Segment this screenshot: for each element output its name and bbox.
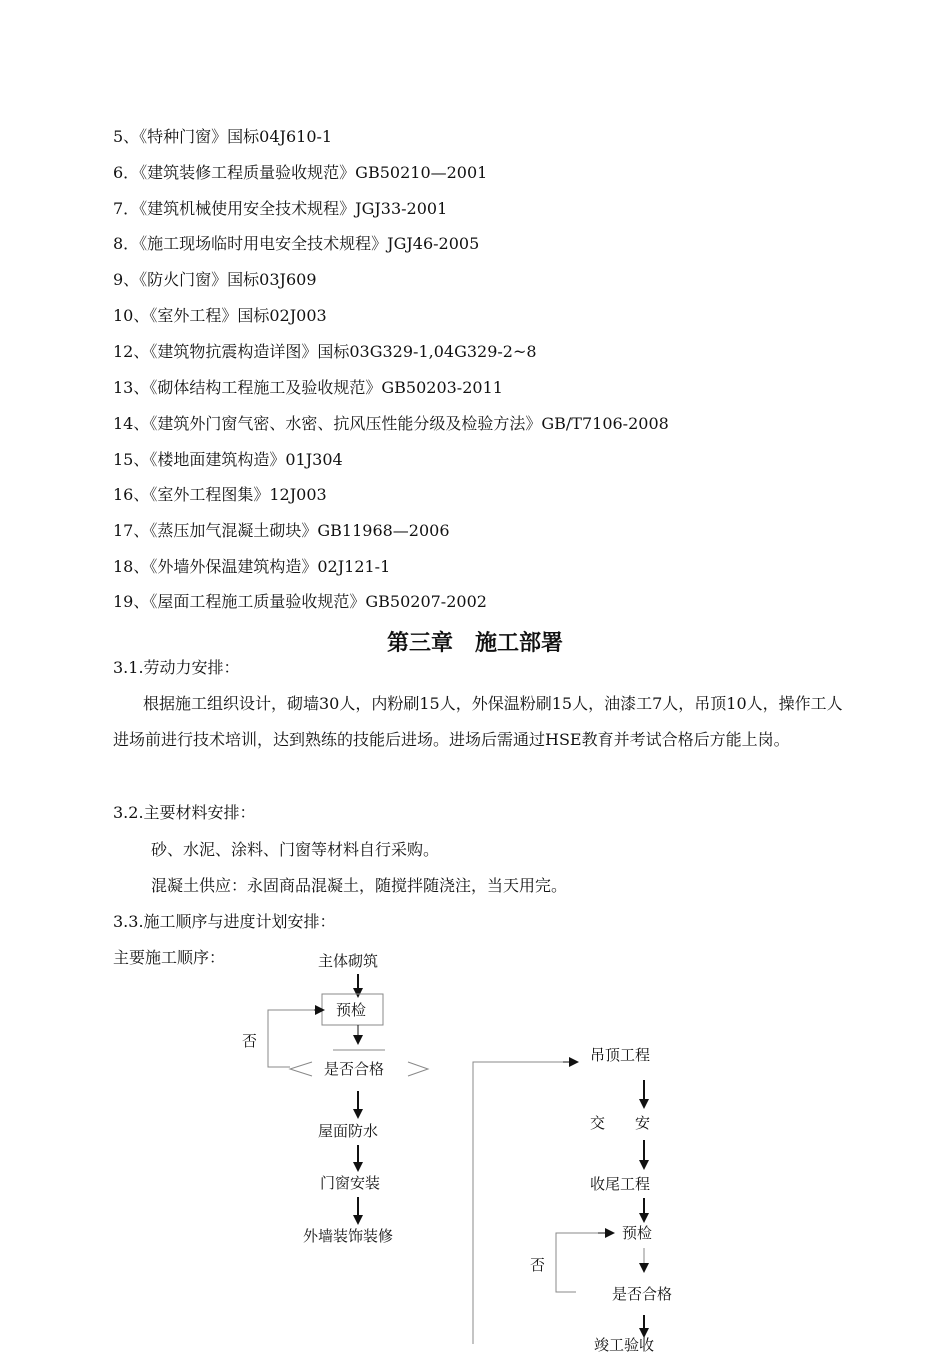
flowchart-label: 主要施工顺序：: [113, 948, 226, 967]
flow-node-ceiling: 吊顶工程: [590, 1046, 651, 1064]
section-heading: 3.2.主要材料安排：: [113, 803, 256, 822]
flow-label-no: 否: [242, 1032, 258, 1050]
flow-label-no-2: 否: [530, 1256, 546, 1274]
reference-item: 17、《蒸压加气混凝土砌块》GB11968—2006: [113, 521, 450, 540]
flow-node-roof-waterproof: 屋面防水: [318, 1122, 379, 1140]
section-text: 混凝土供应：永固商品混凝土，随搅拌随浇注，当天用完。: [151, 876, 568, 895]
reference-item: 14、《建筑外门窗气密、水密、抗风压性能分级及检验方法》GB/T7106-2008: [113, 414, 669, 433]
flow-node-door-window: 门窗安装: [320, 1174, 381, 1192]
reference-item: 8．《施工现场临时用电安全技术规程》JGJ46-2005: [113, 234, 480, 253]
reference-item: 19、《屋面工程施工质量验收规范》GB50207-2002: [113, 592, 487, 611]
flow-node-precheck-2: 预检: [622, 1224, 653, 1242]
flow-node-qualified: 是否合格: [324, 1060, 385, 1078]
section-heading: 3.3.施工顺序与进度计划安排：: [113, 912, 336, 931]
reference-item: 13、《砌体结构工程施工及验收规范》GB50203-2011: [113, 378, 503, 397]
reference-item: 10、《室外工程》国标02J003: [113, 306, 327, 325]
reference-item: 18、《外墙外保温建筑构造》02J121-1: [113, 557, 391, 576]
reference-item: 12、《建筑物抗震构造详图》国标03G329-1,04G329-2~8: [113, 342, 537, 361]
flow-node-facade: 外墙装饰装修: [303, 1227, 394, 1245]
flow-node-handover: 交 安: [590, 1114, 651, 1132]
reference-item: 16、《室外工程图集》12J003: [113, 485, 327, 504]
flow-node-qualified-2: 是否合格: [612, 1285, 673, 1303]
chapter-title: 第三章 施工部署: [386, 631, 563, 656]
section-paragraph: 根据施工组织设计，砌墙30人，内粉刷15人，外保温粉刷15人，油漆工7人，吊顶10人，操作工人进场前进行技术培训，达到熟练的技能后进场。进场后需通过HSE教育并考试合格后方能上岗。: [113, 694, 843, 749]
reference-item: 7．《建筑机械使用安全技术规程》JGJ33-2001: [113, 199, 448, 218]
reference-item: 15、《楼地面建筑构造》01J304: [113, 450, 343, 469]
reference-item: 9、《防火门窗》国标03J609: [113, 270, 317, 289]
section-heading: 3.1.劳动力安排：: [113, 658, 240, 677]
flow-node-finishing: 收尾工程: [590, 1175, 651, 1193]
reference-item: 5、《特种门窗》国标04J610-1: [113, 127, 333, 146]
flow-node-main-structure: 主体砌筑: [318, 952, 379, 970]
section-text: 砂、水泥、涂料、门窗等材料自行采购。: [151, 840, 440, 859]
flow-node-precheck: 预检: [336, 1001, 367, 1019]
flow-node-cut-off: 竣工验收: [594, 1336, 655, 1354]
reference-item: 6．《建筑装修工程质量验收规范》GB50210—2001: [113, 163, 488, 182]
